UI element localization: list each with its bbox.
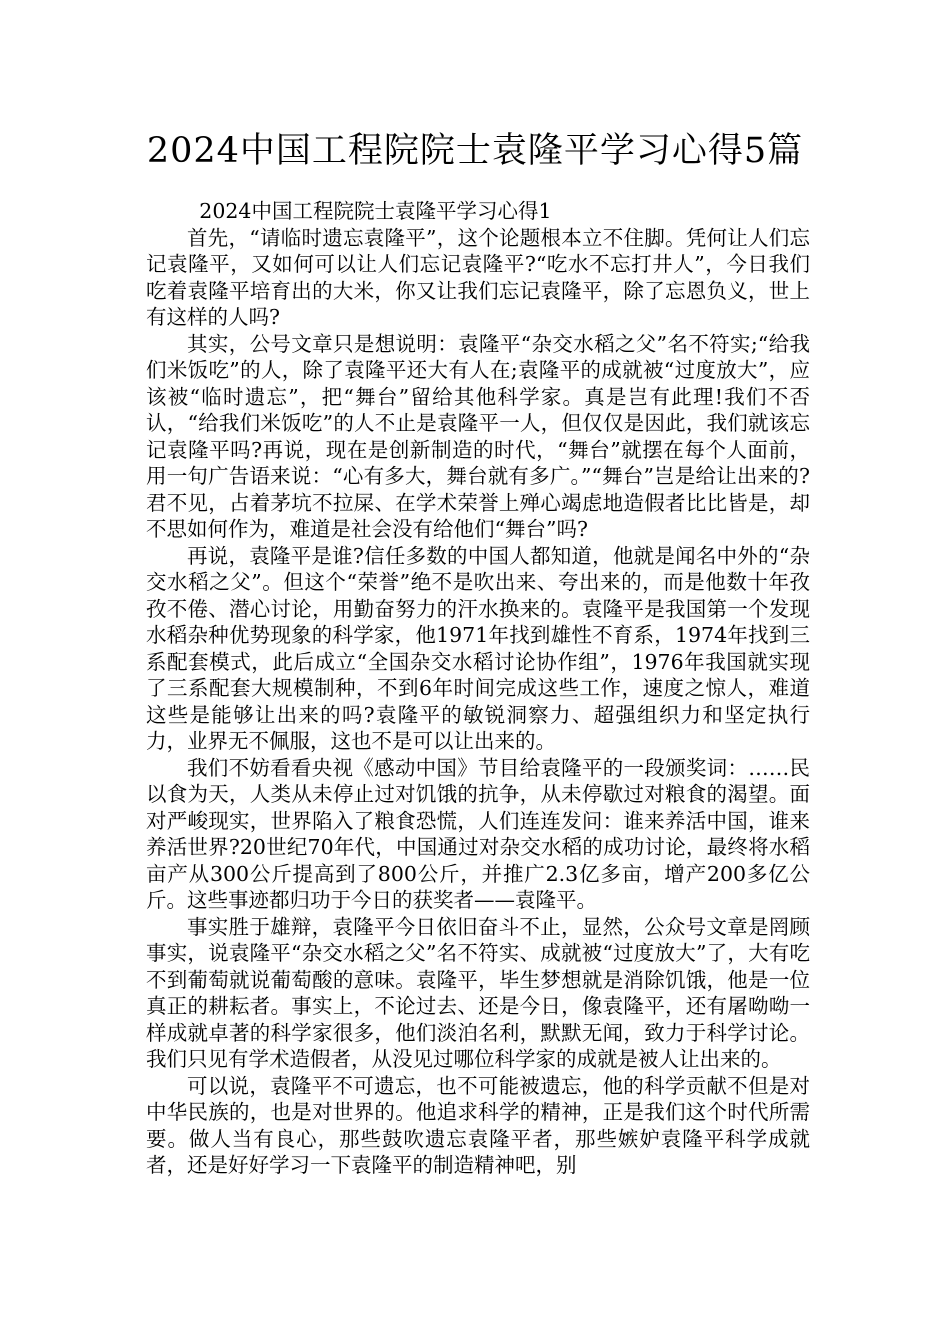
paragraph: 首先，“请临时遗忘袁隆平”，这个论题根本立不住脚。凭何让人们忘记袁隆平，又如何可以让人们忘记袁隆平?“吃水不忘打井人”，今日我们吃着袁隆平培育出的大米，你又让我们忘记袁隆平，除了忘恩负义，世上有这样的人吗? (146, 225, 810, 329)
document-body (146, 198, 810, 1179)
section-heading: 2024中国工程院院士袁隆平学习心得1 (199, 199, 552, 223)
paragraph: 我们不妨看看央视《感动中国》节目给袁隆平的一段颁奖词：……民以食为天，人类从未停止过对饥饿的抗争，从未停歇过对粮食的渴望。面对严峻现实，世界陷入了粮食恐慌，人们连连发问：谁来养活中国，谁来养活世界?20世纪70年代，中国通过对杂交水稻的成功讨论，最终将水稻亩产从300公斤提高到了800公斤，并推广2.3亿多亩，增产200多亿公斤。这些事迹都归功于今日的获奖者——袁隆平。 (146, 755, 810, 912)
document-title: 2024中国工程院院士袁隆平学习心得5篇 (146, 131, 804, 171)
paragraph: 事实胜于雄辩，袁隆平今日依旧奋斗不止，显然，公众号文章是罔顾事实，说袁隆平“杂交水稻之父”名不符实、成就被“过度放大”了，大有吃不到葡萄就说葡萄酸的意味。袁隆平，毕生梦想就是消除饥饿，他是一位真正的耕耘者。事实上，不论过去、还是今日，像袁隆平，还有屠呦呦一样成就卓著的科学家很多，他们淡泊名利，默默无闻，致力于科学讨论。我们只见有学术造假者，从没见过哪位科学家的成就是被人让出来的。 (146, 914, 810, 1071)
paragraph: 其实，公号文章只是想说明：袁隆平“杂交水稻之父”名不符实;“给我们米饭吃”的人，除了袁隆平还大有人在;袁隆平的成就被“过度放大”，应该被“临时遗忘”，把“舞台”留给其他科学家。真是岂有此理!我们不否认，“给我们米饭吃”的人不止是袁隆平一人，但仅仅是因此，我们就该忘记袁隆平吗?再说，现在是创新制造的时代，“舞台”就摆在每个人面前，用一句广告语来说：“心有多大，舞台就有多广。”“舞台”岂是给让出来的?君不见，占着茅坑不拉屎、在学术荣誉上殚心竭虑地造假者比比皆是，却不思如何作为，难道是社会没有给他们“舞台”吗? (146, 331, 810, 541)
paragraph: 可以说，袁隆平不可遗忘，也不可能被遗忘，他的科学贡献不但是对中华民族的，也是对世界的。他追求科学的精神，正是我们这个时代所需要。做人当有良心，那些鼓吹遗忘袁隆平者，那些嫉妒袁隆平科学成就者，还是好好学习一下袁隆平的制造精神吧，别 (146, 1073, 810, 1177)
paragraph: 再说，袁隆平是谁?信任多数的中国人都知道，他就是闻名中外的“杂交水稻之父”。但这个“荣誉”绝不是吹出来、夸出来的，而是他数十年孜孜不倦、潜心讨论，用勤奋努力的汗水换来的。袁隆平是我国第一个发现水稻杂种优势现象的科学家，他1971年找到雄性不育系，1974年找到三系配套模式，此后成立“全国杂交水稻讨论协作组”，1976年我国就实现了三系配套大规模制种，不到6年时间完成这些工作，速度之惊人，难道这些是能够让出来的吗?袁隆平的敏锐洞察力、超强组织力和坚定执行力，业界无不佩服，这也不是可以让出来的。 (146, 543, 810, 753)
